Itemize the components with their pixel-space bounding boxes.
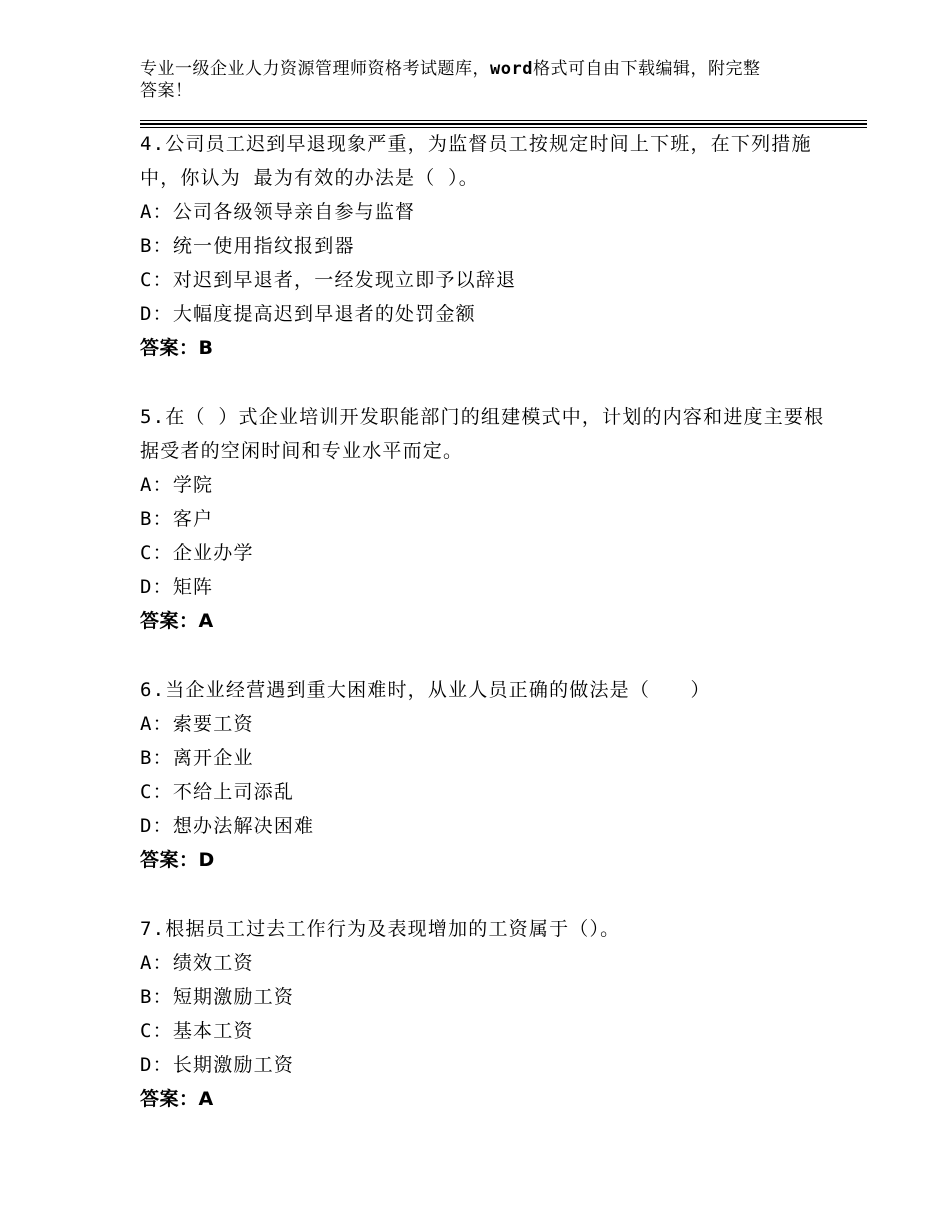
header-divider-top [140, 120, 867, 121]
page-header [140, 58, 820, 102]
option-c: C：企业办学 [140, 542, 254, 564]
option-c: C：基本工资 [140, 1020, 254, 1042]
option-b: B：客户 [140, 508, 214, 530]
question-text: 5.在（ ）式企业培训开发职能部门的组建模式中，计划的内容和进度主要根据受者的空闲时间和专业水平而定。 [140, 406, 825, 462]
answer-line: 答案：D [140, 849, 215, 871]
option-b: B：离开企业 [140, 747, 254, 769]
option-a: A：索要工资 [140, 713, 254, 735]
option-d: D：长期激励工资 [140, 1054, 295, 1076]
header-divider-middle [140, 123, 867, 125]
answer-line: 答案：A [140, 1088, 214, 1110]
question-block [140, 127, 830, 365]
header-line1-bold: word [490, 59, 533, 79]
option-b: B：短期激励工资 [140, 986, 295, 1008]
answer-line: 答案：B [140, 337, 214, 359]
option-d: D：大幅度提高迟到早退者的处罚金额 [140, 303, 476, 325]
question-block [140, 912, 830, 1116]
answer-line: 答案：A [140, 610, 214, 632]
question-text: 7.根据员工过去工作行为及表现增加的工资属于（）。 [140, 918, 621, 940]
header-line2: 答案！ [140, 81, 193, 101]
header-line1-suffix: 格式可自由下载编辑，附完整 [532, 59, 761, 79]
option-a: A：学院 [140, 474, 214, 496]
question-text: 4.公司员工迟到早退现象严重，为监督员工按规定时间上下班，在下列措施中，你认为 最为有效的办法是（ ）。 [140, 133, 812, 189]
option-a: A：绩效工资 [140, 952, 254, 974]
question-text: 6.当企业经营遇到重大困难时，从业人员正确的做法是（ ） [140, 679, 711, 701]
question-block [140, 673, 830, 877]
option-c: C：对迟到早退者，一经发现立即予以辞退 [140, 269, 517, 291]
option-c: C：不给上司添乱 [140, 781, 295, 803]
option-d: D：矩阵 [140, 576, 214, 598]
question-block [140, 400, 830, 638]
option-d: D：想办法解决困难 [140, 815, 315, 837]
option-a: A：公司各级领导亲自参与监督 [140, 201, 416, 223]
header-line1-prefix: 专业一级企业人力资源管理师资格考试题库， [140, 59, 490, 79]
option-b: B：统一使用指纹报到器 [140, 235, 355, 257]
